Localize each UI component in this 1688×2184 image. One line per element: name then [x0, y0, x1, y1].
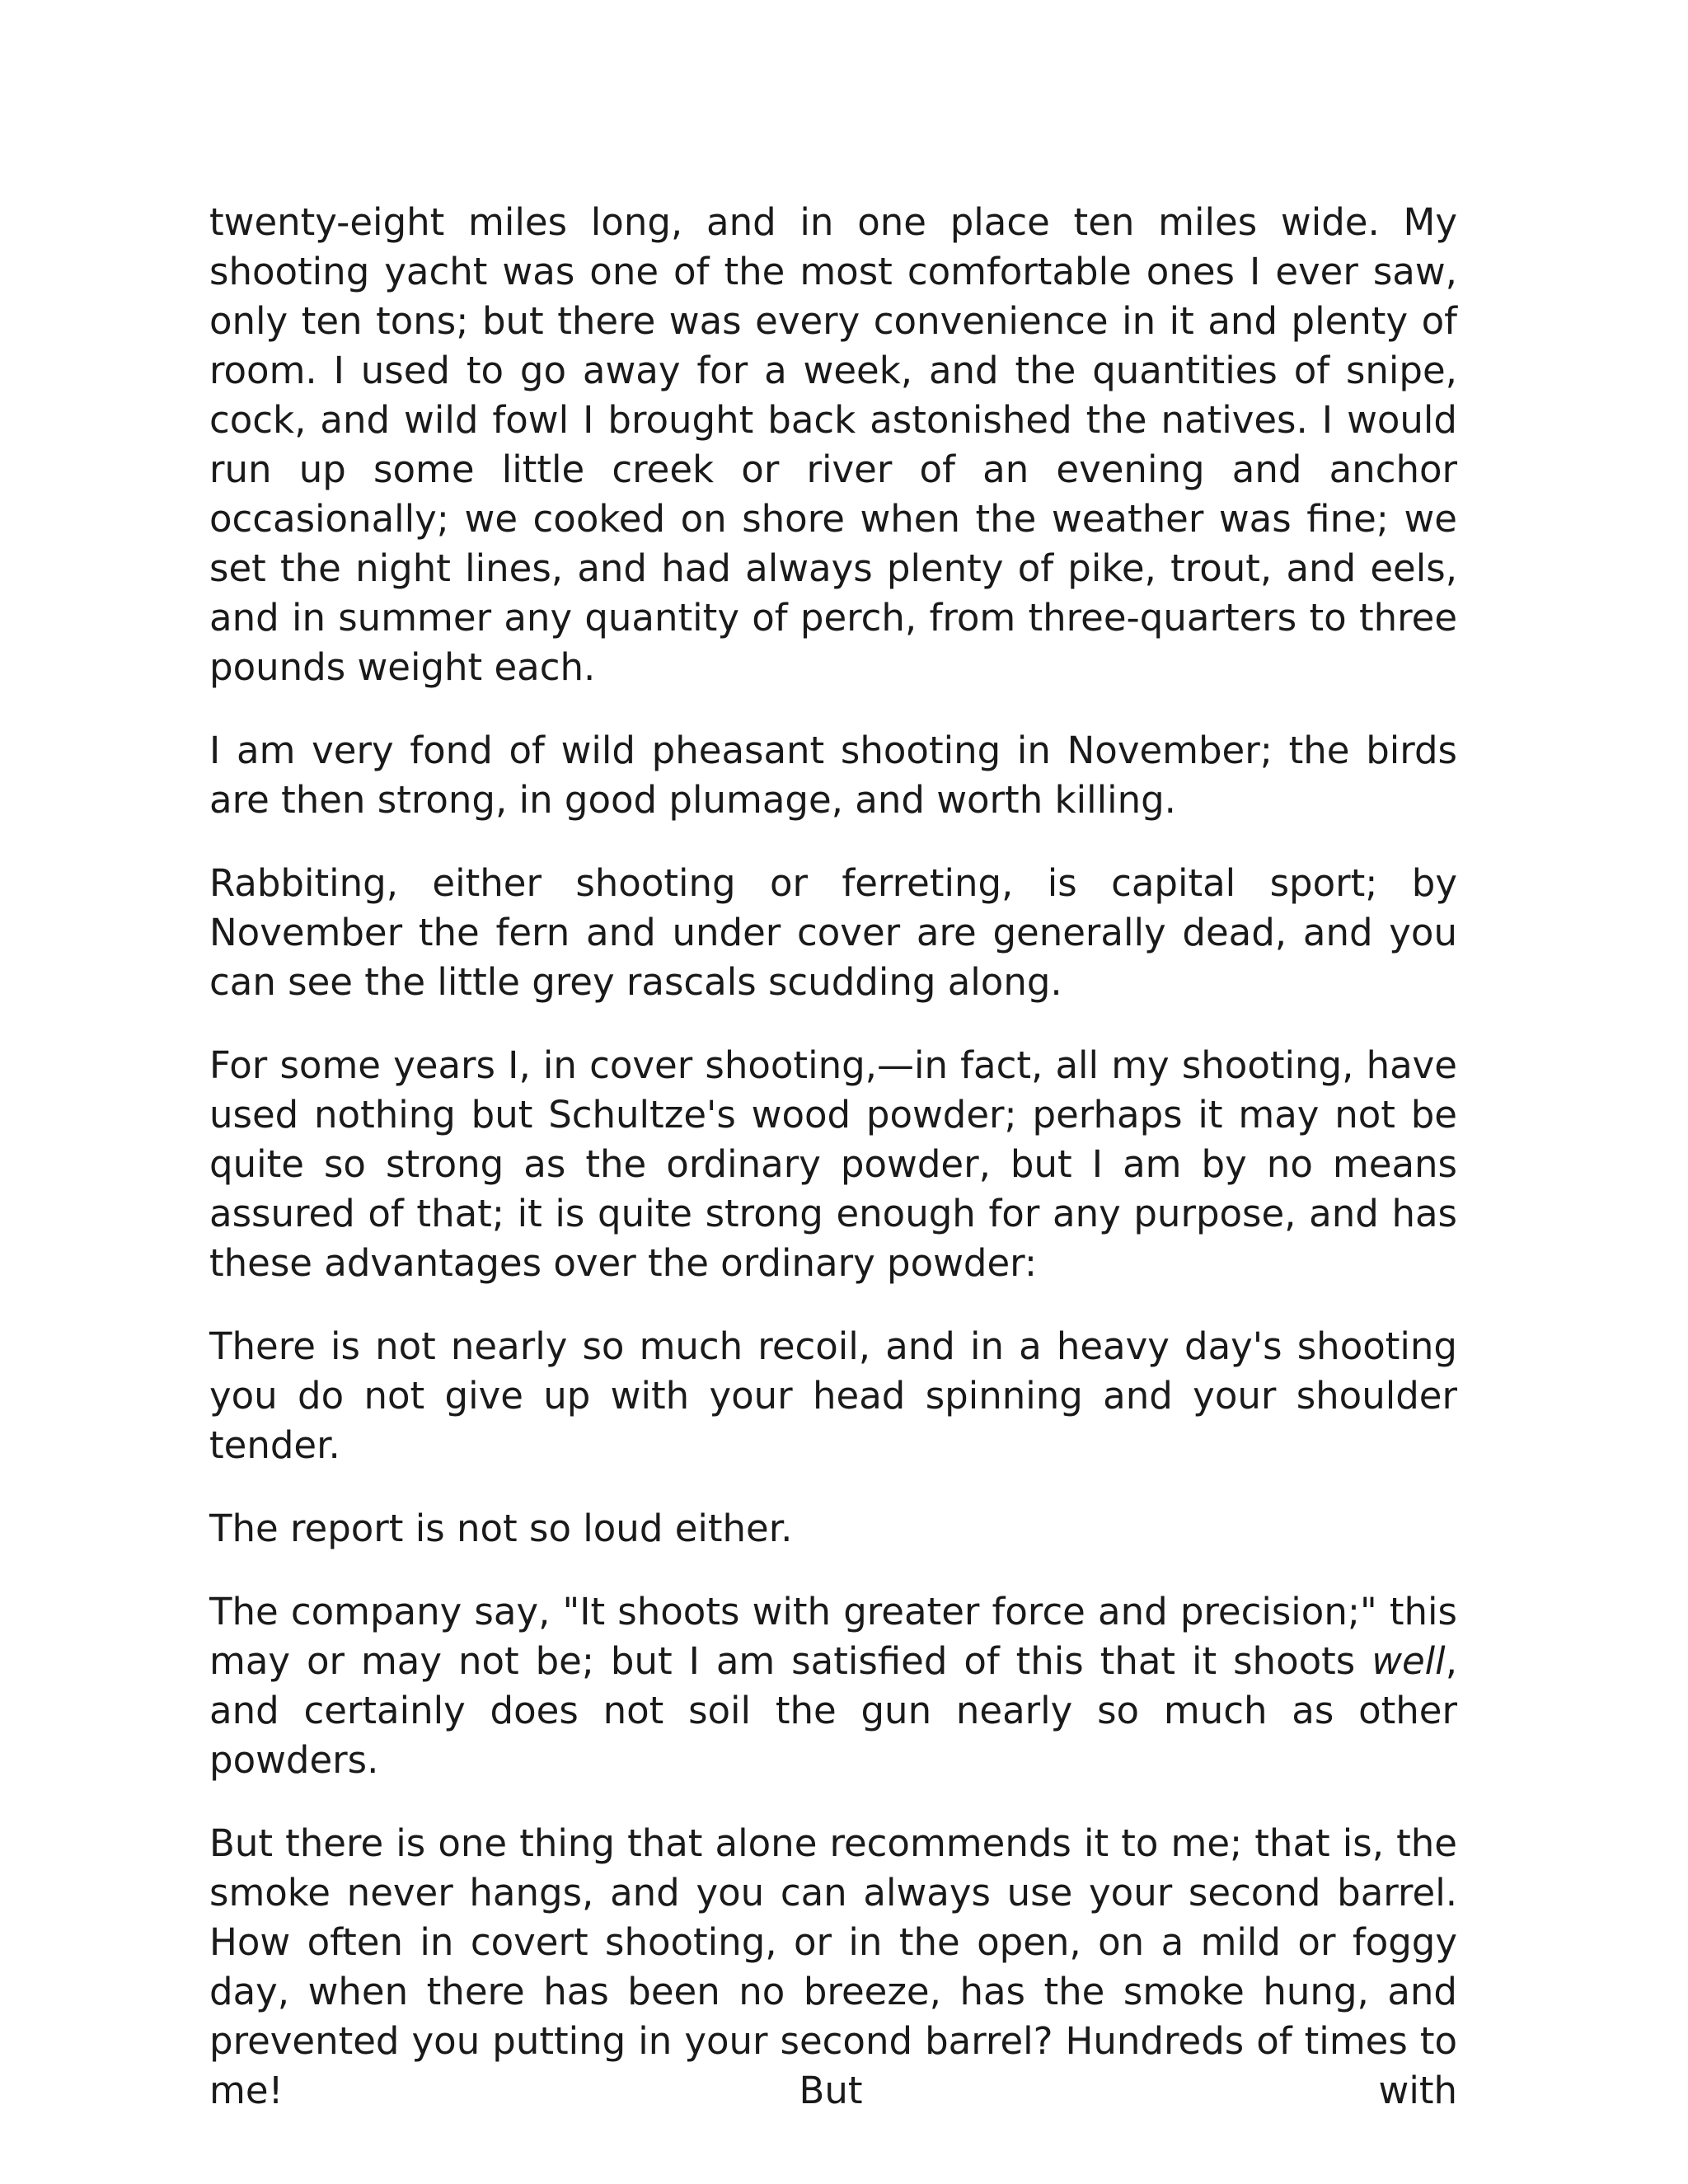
paragraph-pheasant: I am very fond of wild pheasant shooting in November; the birds are then strong, in good plumage, and worth killing.: [209, 729, 1457, 822]
paragraph-report: The report is not so loud either.: [209, 1507, 793, 1550]
emphasis-well: well: [1372, 1639, 1446, 1683]
paragraph-rabbiting: Rabbiting, either shooting or ferreting, is capital sport; by November the fern and under cover are generally dead, and you can see the little grey rascals scudding along.: [209, 861, 1457, 1004]
paragraph-powder: For some years I, in cover shooting,—in fact, all my shooting, have used nothing but Schultze's wood powder; perhaps it may not be quite so strong as the ordinary powder, but I am by no means assured of that; it is quite strong enough for any purpose, and has these advantages over the ordinary powder:: [209, 1043, 1457, 1285]
company-text-after: , and certainly does not soil the gun nearly so much as other powders.: [209, 1639, 1457, 1782]
paragraph-smoke: But there is one thing that alone recommends it to me; that is, the smoke never hangs, and you can always use your second barrel. How often in covert shooting, or in the open, on a mild or foggy day, when there has been no breeze, has the smoke hung, and prevented you putting in your second barrel? Hundreds of times to me! But with: [209, 1821, 1457, 2112]
paragraph-company: [209, 1587, 1457, 1785]
page-body: [209, 198, 1457, 2116]
paragraph-yacht: twenty-eight miles long, and in one place ten miles wide. My shooting yacht was one of the most comfortable ones I ever saw, only ten tons; but there was every convenience in it and plenty of room. I used to go away for a week, and the quantities of snipe, cock, and wild fowl I brought back astonished the natives. I would run up some little creek or river of an evening and anchor occasionally; we cooked on shore when the weather was fine; we set the night lines, and had always plenty of pike, trout, and eels, and in summer any quantity of perch, from three-quarters to three pounds weight each.: [209, 200, 1457, 689]
paragraph-recoil: There is not nearly so much recoil, and in a heavy day's shooting you do not give up with your head spinning and your shoulder tender.: [209, 1324, 1457, 1467]
company-text-before: The company say, "It shoots with greater force and precision;" this may or may not be; but I am satisfied of this that it shoots: [209, 1590, 1457, 1683]
